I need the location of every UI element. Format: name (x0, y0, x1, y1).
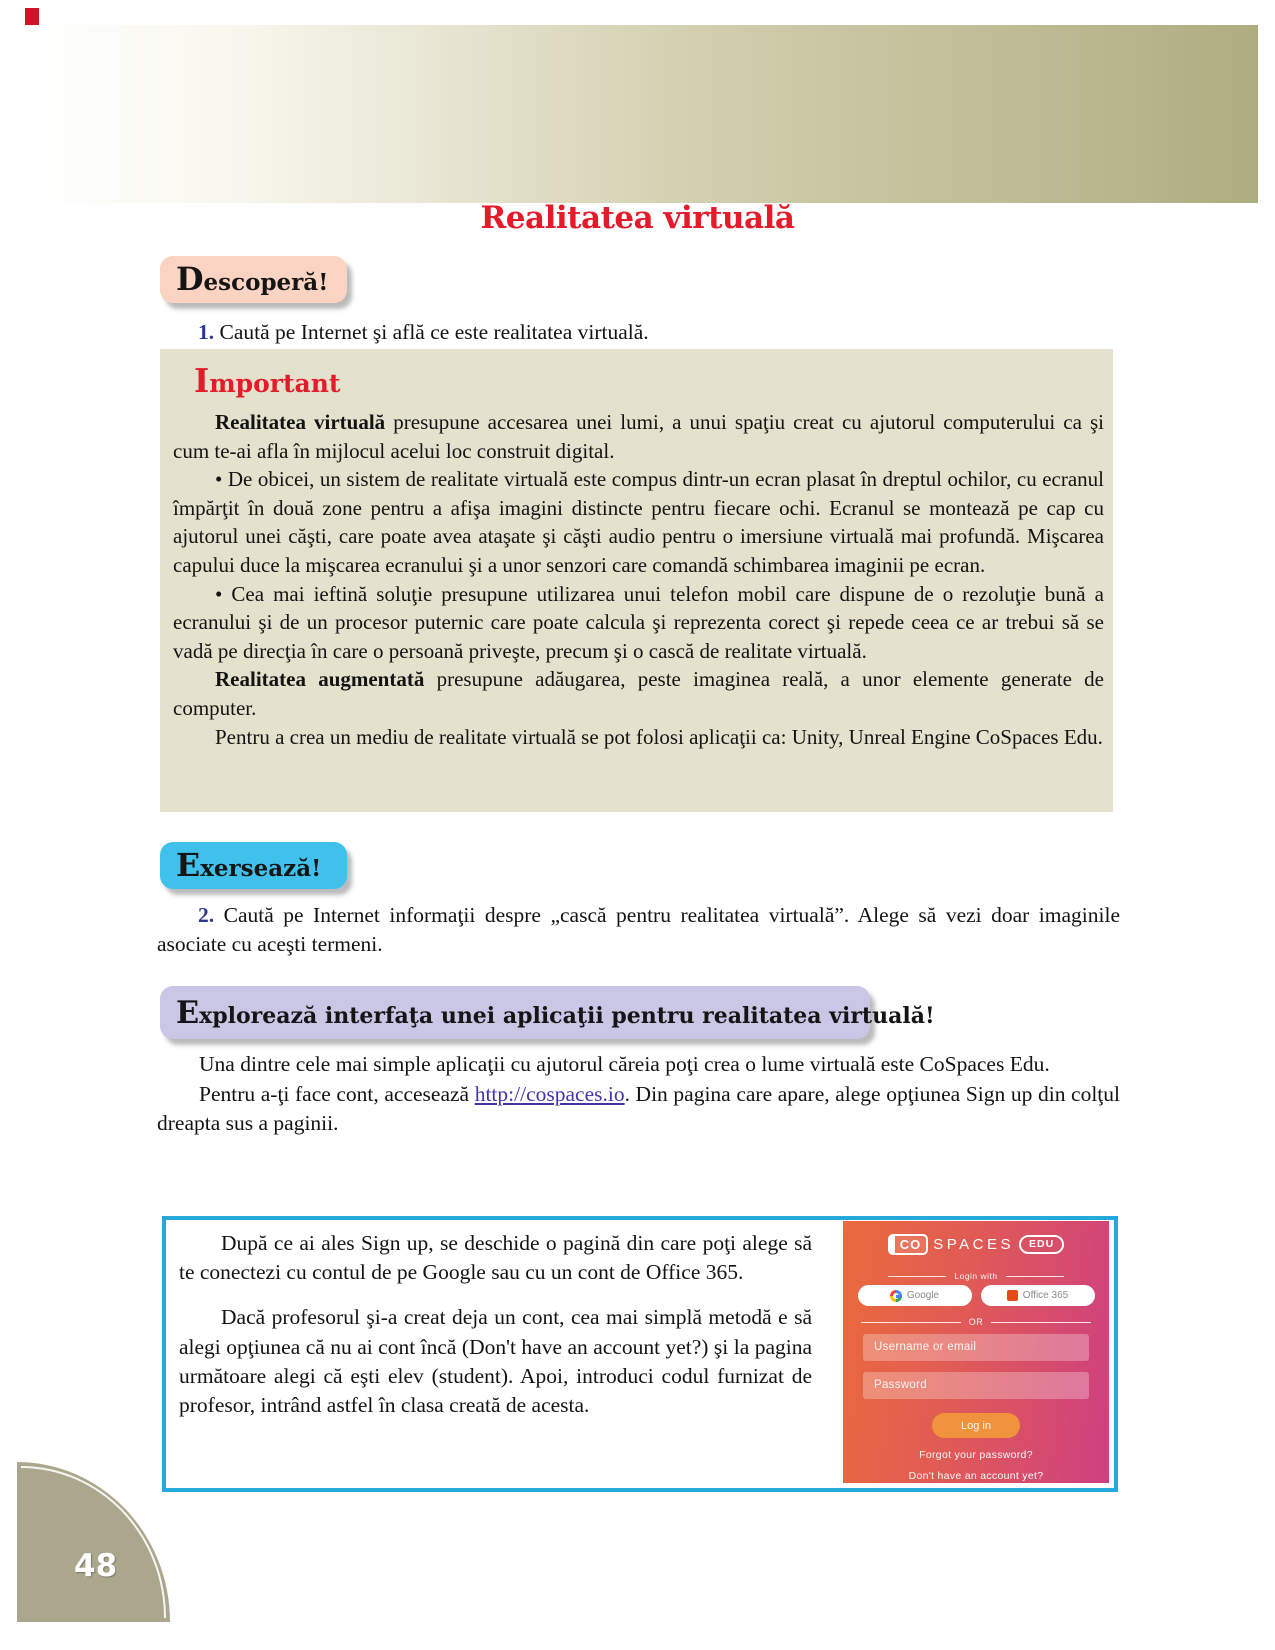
explore-p2-before: Pentru a-ţi face cont, accesează (199, 1081, 475, 1106)
google-login-button[interactable] (858, 1285, 972, 1306)
divider-line (861, 1322, 961, 1323)
badge-exerseaza (160, 842, 347, 889)
task-2-number: 2. (198, 903, 215, 927)
info-box-paragraph-2: Dacă profesorul şi-a creat deja un cont, cea mai simplă metodă e să alegi opţiunea că nu ai cont încă (Don't have an account yet?) şi la pagina următoare alegi că eşti elev (student). Apoi, introduci codul furnizat de profesor, intrând astfel în clasa creată de acesta. (179, 1305, 812, 1418)
page-number: 48 (74, 1548, 118, 1584)
info-box (162, 1216, 1118, 1492)
badge-exploreaza-label: Explorează interfaţa unei aplicaţii pentru realitatea virtuală! (176, 994, 935, 1031)
info-box-text (179, 1229, 812, 1420)
cospaces-logo-spaces: SPACES (933, 1236, 1015, 1253)
badge-exerseaza-label: Exersează! (176, 847, 322, 884)
login-with-label: Login with (954, 1271, 998, 1281)
important-paragraph-1 (173, 408, 1104, 465)
important-p1-lead: Realitatea virtuală (215, 410, 386, 434)
important-p1-text: presupune accesarea unei lumi, a unui spaţiu creat cu ajutorul computerului ca şi cum te-ai afla în mijlocul acelui loc construit digital. (173, 410, 1104, 463)
cospaces-goggles-icon (888, 1234, 929, 1255)
cospaces-login-screenshot (843, 1221, 1109, 1483)
or-label: OR (968, 1317, 984, 1327)
divider-line (888, 1276, 946, 1277)
info-box-paragraph-1: După ce ai ales Sign up, se deschide o pagină din care poţi alege să te conectezi cu contul de pe Google sau cu un cont de Office 365. (179, 1231, 812, 1285)
task-2-text: Caută pe Internet informaţii despre „cască pentru realitatea virtuală”. Alege să vezi doar imaginile asociate cu aceşti termeni. (157, 903, 1121, 956)
important-p4-lead: Realitatea augmentată (215, 667, 425, 692)
important-p4-text: presupune adăugarea, peste imaginea reală, a unor elemente generate de computer. (173, 667, 1105, 720)
task-1-text: Caută pe Internet şi află ce este realitatea virtuală. (219, 320, 649, 344)
password-input[interactable]: Password (863, 1372, 1089, 1399)
badge-exploreaza (160, 986, 935, 1039)
office365-login-label: Office 365 (1022, 1290, 1069, 1301)
important-paragraph-4 (173, 665, 1104, 722)
forgot-password-link[interactable]: Forgot your password? (919, 1449, 1033, 1461)
explore-paragraph-2 (157, 1080, 1120, 1139)
cospaces-url-link[interactable]: http://cospaces.io (474, 1081, 625, 1106)
important-paragraph-2: • De obicei, un sistem de realitate virtuală este compus dintr-un ecran plasat în dreptul ochilor, cu ecranul împărţit în două zone pentru a afişa imagini distincte pentru fiecare ochi. Ecranul se montează pe cap cu ajutorul unei căşti, care poate avea ataşate şi căşti audio pentru o imersiune virtuală mai profundă. Mişcarea capului duce la mişcarea ecranului şi a unor senzori care comandă schimbarea imaginii pe ecran. (173, 467, 1104, 577)
login-button[interactable]: Log in (932, 1413, 1020, 1438)
divider-line (991, 1322, 1091, 1323)
important-heading: Important (194, 361, 341, 400)
explore-paragraph-1: Una dintre cele mai simple aplicaţii cu ajutorul căreia poţi crea o lume virtuală este CoSpaces Edu. (199, 1052, 1050, 1076)
explore-p2-after: . Din pagina care apare, alege opţiunea Sign up din colţul dreapta sus a paginii. (157, 1081, 1121, 1135)
important-paragraph-5: Pentru a crea un mediu de realitate virtuală se pot folosi aplicaţii ca: Unity, Unreal Engine CoSpaces Edu. (215, 724, 1103, 749)
google-login-label: Google (906, 1290, 940, 1301)
sso-button-row (843, 1285, 1109, 1306)
no-account-link[interactable]: Don't have an account yet? (908, 1470, 1044, 1482)
username-input[interactable]: Username or email (863, 1334, 1089, 1361)
badge-descopera (160, 256, 347, 303)
or-divider (843, 1317, 1109, 1327)
badge-descopera-label: Descoperă! (176, 261, 329, 298)
cospaces-logo (843, 1234, 1109, 1255)
divider-line (1006, 1276, 1064, 1277)
cospaces-logo-co: CO (899, 1237, 922, 1252)
important-box (160, 349, 1113, 812)
login-with-divider (843, 1271, 1109, 1281)
task-2 (157, 901, 1120, 959)
page-corner (17, 1462, 170, 1622)
task-1-number: 1. (198, 320, 215, 344)
header-gradient-band (25, 25, 1258, 203)
task-1 (157, 318, 1120, 347)
important-paragraph-3: • Cea mai ieftină soluţie presupune utilizarea unui telefon mobil care dispune de o rezoluţie bună a ecranului şi de un procesor puternic care poate calcula şi reprezenta corect şi repede ceea ce ar trebui să se vadă pe direcţia în care o persoană priveşte, precum şi o cască de realitate virtuală. (173, 581, 1104, 663)
office365-icon (1007, 1290, 1018, 1301)
explore-section-text (157, 1050, 1120, 1139)
google-icon (890, 1290, 902, 1302)
page-title: Realitatea virtuală (480, 200, 795, 236)
cospaces-logo-edu-badge: EDU (1019, 1235, 1064, 1254)
office365-login-button[interactable] (981, 1285, 1095, 1306)
